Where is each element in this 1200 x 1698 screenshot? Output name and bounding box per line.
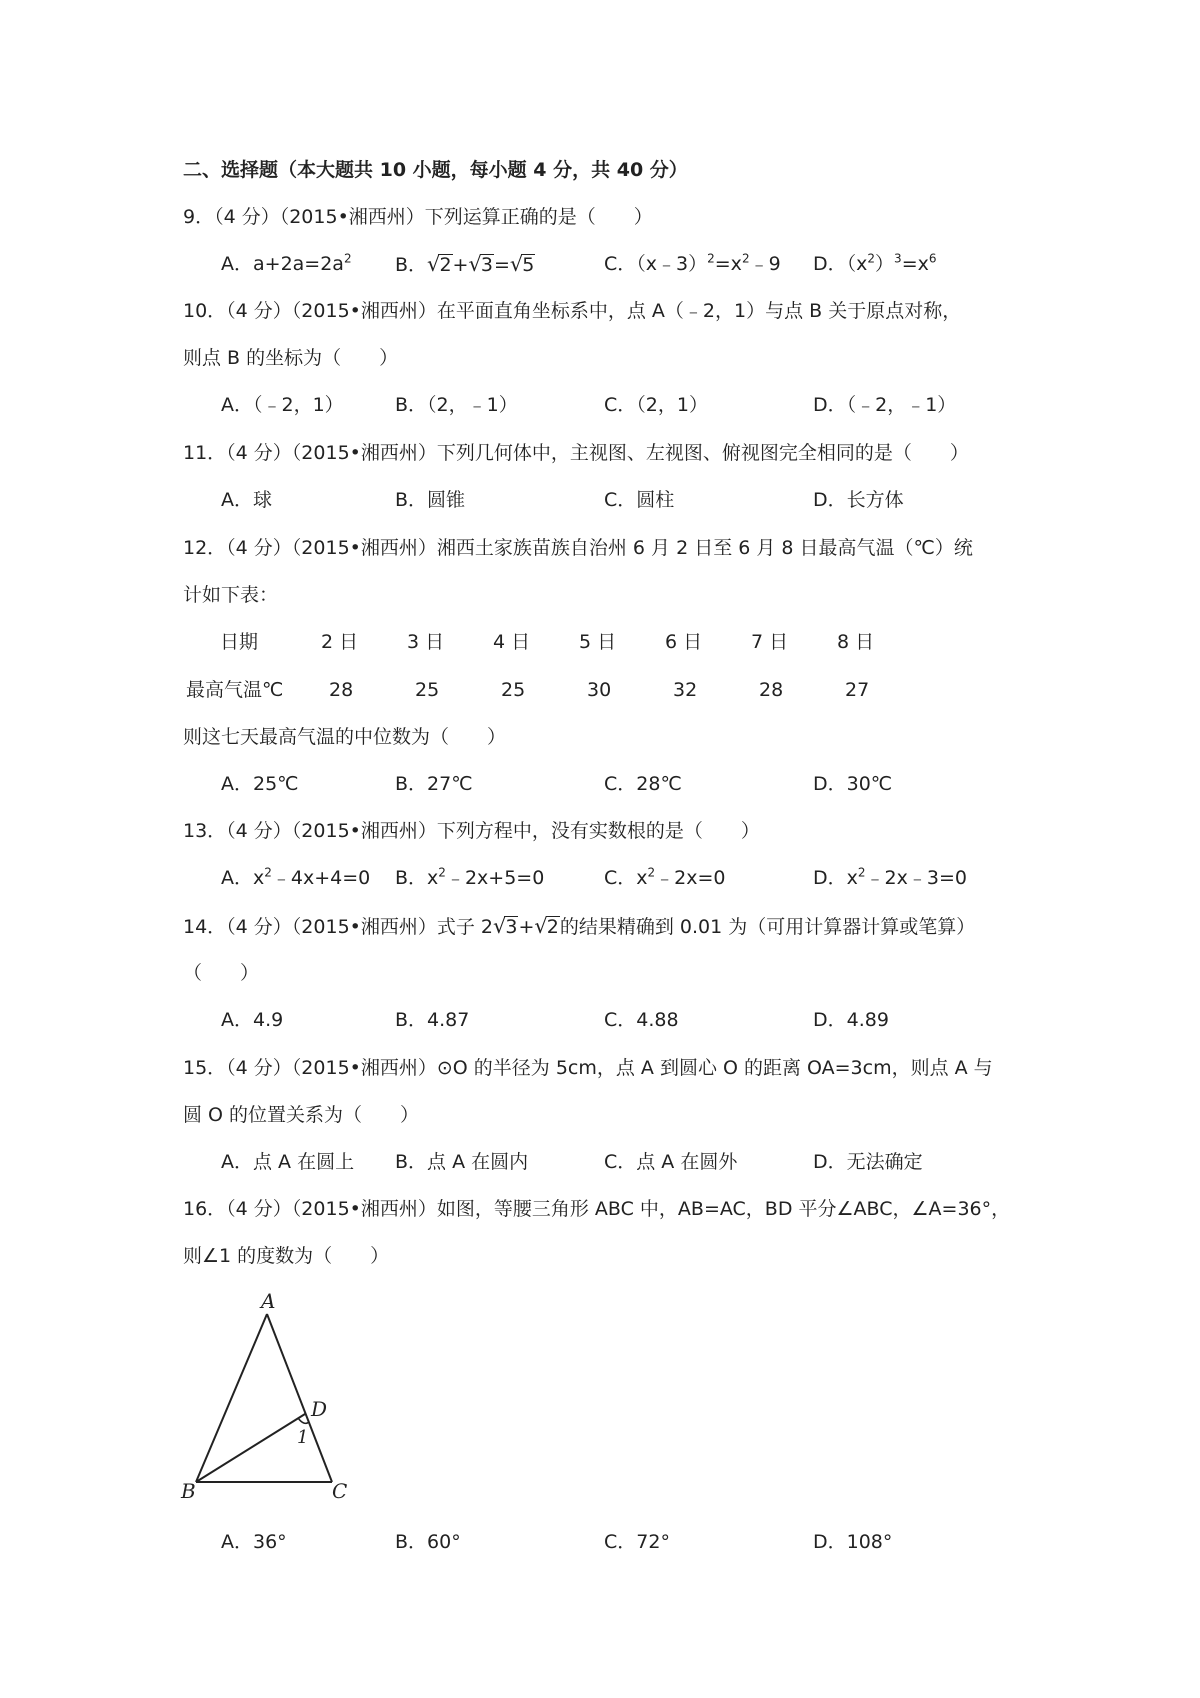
- q15-option-c[interactable]: C．点 A 在圆外: [604, 1151, 738, 1173]
- q10-option-d[interactable]: D．（﹣2，﹣1）: [813, 394, 957, 416]
- table-row-label: 最高气温℃: [186, 679, 284, 701]
- q11-option-b[interactable]: B．圆锥: [395, 489, 466, 511]
- table-date: 4 日: [493, 631, 531, 653]
- q9-option-d[interactable]: D．$(x^2)^3=x^6$: [813, 251, 937, 275]
- table-date: 5 日: [579, 631, 617, 653]
- q14-option-d[interactable]: D．4.89: [813, 1009, 889, 1031]
- table-temp: 30: [587, 679, 612, 701]
- q15-option-d[interactable]: D．无法确定: [813, 1151, 923, 1173]
- question-16-stem-1: 16．（4 分）（2015•湘西州）如图，等腰三角形 ABC 中，AB=AC，BD 平分∠ABC，∠A=36°，: [183, 1198, 1011, 1220]
- question-15-stem-2: 圆 O 的位置关系为（ ）: [183, 1104, 420, 1126]
- q13-option-a[interactable]: A．$x^2﹣4x+4=0$: [221, 865, 371, 889]
- q10-option-b[interactable]: B．（2，﹣1）: [395, 394, 518, 416]
- table-date: 7 日: [751, 631, 789, 653]
- q14-option-c[interactable]: C．4.88: [604, 1009, 679, 1031]
- table-temp: 32: [673, 679, 698, 701]
- q16-option-a[interactable]: A．36°: [221, 1531, 287, 1553]
- question-10-stem-1: 10．（4 分）（2015•湘西州）在平面直角坐标系中，点 A（﹣2，1）与点 B 关于原点对称，: [183, 300, 962, 322]
- question-10-stem-2: 则点 B 的坐标为（ ）: [183, 347, 399, 369]
- q12-option-d[interactable]: D．30℃: [813, 773, 893, 795]
- q16-option-d[interactable]: D．108°: [813, 1531, 893, 1553]
- triangle-figure: [180, 1290, 370, 1502]
- question-16-stem-2: 则∠1 的度数为（ ）: [183, 1245, 390, 1267]
- q16-option-c[interactable]: C．72°: [604, 1531, 670, 1553]
- table-date: 6 日: [665, 631, 703, 653]
- table-temp: 28: [329, 679, 354, 701]
- q9-option-a[interactable]: A．$a+2a=2a^2$: [221, 251, 352, 275]
- question-12-stem-2: 计如下表：: [183, 584, 279, 606]
- q9-option-b[interactable]: B．√2+√3=√5: [395, 252, 535, 276]
- vertex-b-label: B: [181, 1479, 196, 1502]
- table-header-label: 日期: [220, 631, 259, 653]
- table-temp: 25: [501, 679, 526, 701]
- question-11-stem: 11．（4 分）（2015•湘西州）下列几何体中，主视图、左视图、俯视图完全相同的是（ ）: [183, 442, 969, 464]
- table-temp: 27: [845, 679, 870, 701]
- question-14-stem-2: （ ）: [183, 962, 260, 984]
- q14-option-b[interactable]: B．4.87: [395, 1009, 470, 1031]
- question-15-stem-1: 15．（4 分）（2015•湘西州）⊙O 的半径为 5cm，点 A 到圆心 O 的距离 OA=3cm，则点 A 与: [183, 1057, 993, 1079]
- section-title: 二、选择题（本大题共 10 小题，每小题 4 分，共 40 分）: [183, 159, 688, 181]
- q11-option-a[interactable]: A．球: [221, 489, 272, 511]
- table-date: 3 日: [407, 631, 445, 653]
- vertex-c-label: C: [332, 1479, 348, 1502]
- question-12-stem-1: 12．（4 分）（2015•湘西州）湘西土家族苗族自治州 6 月 2 日至 6 月 8 日最高气温（℃）统: [183, 537, 973, 559]
- q12-option-a[interactable]: A．25℃: [221, 773, 299, 795]
- segment-bd: [196, 1414, 305, 1482]
- vertex-a-label: A: [261, 1290, 276, 1313]
- vertex-d-label: D: [311, 1397, 328, 1421]
- q13-option-d[interactable]: D．$x^2﹣2x﹣3=0$: [813, 865, 967, 889]
- q12-option-b[interactable]: B．27℃: [395, 773, 473, 795]
- table-temp: 28: [759, 679, 784, 701]
- q14-option-a[interactable]: A．4.9: [221, 1009, 284, 1031]
- q15-option-a[interactable]: A．点 A 在圆上: [221, 1151, 355, 1173]
- table-date: 2 日: [321, 631, 359, 653]
- segment-ab: [196, 1314, 267, 1482]
- q10-option-c[interactable]: C．（2，1）: [604, 394, 708, 416]
- question-12-stem-3: 则这七天最高气温的中位数为（ ）: [183, 726, 507, 748]
- table-date: 8 日: [837, 631, 875, 653]
- q15-option-b[interactable]: B．点 A 在圆内: [395, 1151, 529, 1173]
- q13-option-c[interactable]: C．$x^2﹣2x=0$: [604, 865, 726, 889]
- q9-option-c[interactable]: C．$(x﹣3)^2=x^2﹣9$: [604, 251, 781, 275]
- q13-option-b[interactable]: B．$x^2﹣2x+5=0$: [395, 865, 545, 889]
- q11-option-d[interactable]: D．长方体: [813, 489, 904, 511]
- angle-1-label: 1: [297, 1427, 309, 1448]
- q10-option-a[interactable]: A．（﹣2，1）: [221, 394, 344, 416]
- q16-option-b[interactable]: B．60°: [395, 1531, 461, 1553]
- question-14-stem: 14．（4 分）（2015•湘西州）式子 2√3+√2的结果精确到 0.01 为（可用计算器计算或笔算）: [183, 914, 976, 938]
- q12-option-c[interactable]: C．28℃: [604, 773, 682, 795]
- q11-option-c[interactable]: C．圆柱: [604, 489, 675, 511]
- question-13-stem: 13．（4 分）（2015•湘西州）下列方程中，没有实数根的是（ ）: [183, 820, 760, 842]
- question-9-stem: 9．（4 分）（2015•湘西州）下列运算正确的是（ ）: [183, 206, 653, 228]
- table-temp: 25: [415, 679, 440, 701]
